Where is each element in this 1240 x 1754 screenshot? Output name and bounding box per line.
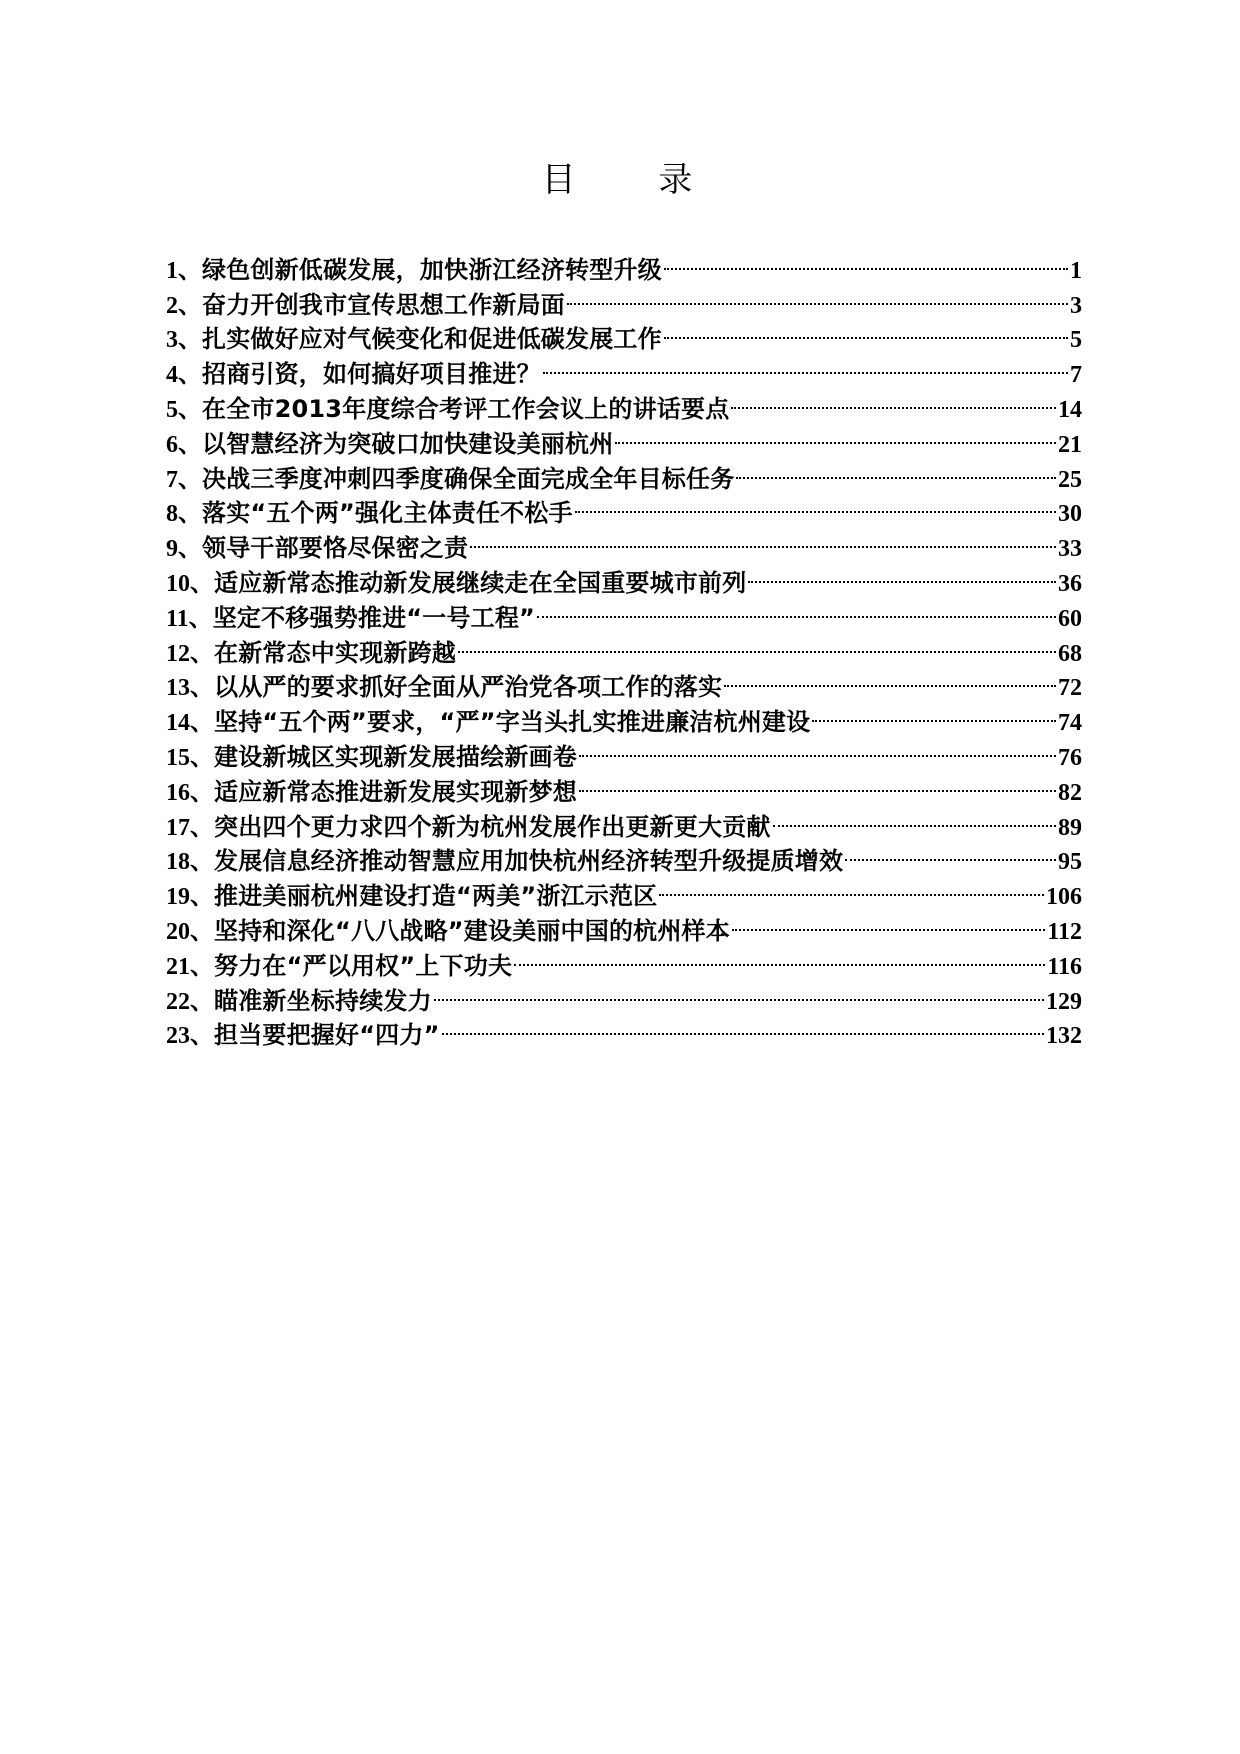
toc-entry-number: 21、 xyxy=(166,953,214,980)
toc-entry-page: 132 xyxy=(1046,1023,1082,1050)
toc-entry-title: 突出四个更力求四个新为杭州发展作出更新更大贡献 xyxy=(214,812,771,841)
toc-entry-title: 决战三季度冲刺四季度确保全面完成全年目标任务 xyxy=(202,464,735,493)
dot-leader xyxy=(579,765,1056,800)
toc-entry-number: 2、 xyxy=(166,292,202,319)
toc-entry-title: 坚持“五个两”要求，“严”字当头扎实推进廉洁杭州建设 xyxy=(214,708,811,737)
dot-leader xyxy=(812,695,1056,730)
toc-entry-title: 适应新常态推进新发展实现新梦想 xyxy=(214,777,577,806)
dot-leader xyxy=(845,835,1056,870)
toc-entry-number: 23、 xyxy=(166,1023,214,1050)
toc-entry-number: 22、 xyxy=(166,988,214,1015)
toc-entry-page: 72 xyxy=(1058,675,1082,702)
dot-leader xyxy=(470,521,1056,556)
toc-entry-number: 17、 xyxy=(166,814,214,841)
dot-leader xyxy=(748,556,1056,591)
toc-entry-title: 落实“五个两”强化主体责任不松手 xyxy=(202,499,573,528)
toc-entry-page: 82 xyxy=(1058,779,1082,806)
toc-entry[interactable] xyxy=(166,243,1082,284)
dot-leader xyxy=(773,800,1056,835)
toc-entry-title: 在新常态中实现新跨越 xyxy=(214,638,456,667)
toc-entry-number: 14、 xyxy=(166,710,214,737)
toc-entry-page: 106 xyxy=(1046,884,1082,911)
dot-leader xyxy=(537,591,1056,626)
toc-entry-page: 5 xyxy=(1070,327,1082,354)
toc-entry-title: 推进美丽杭州建设打造“两美”浙江示范区 xyxy=(214,882,658,911)
toc-entry-title: 担当要把握好“四力” xyxy=(214,1021,440,1050)
toc-entry-title: 领导干部要恪尽保密之责 xyxy=(202,534,469,563)
toc-entry-number: 10、 xyxy=(166,570,214,597)
toc-entry-number: 4、 xyxy=(166,362,202,389)
toc-entry-page: 7 xyxy=(1070,362,1082,389)
toc-entry-number: 5、 xyxy=(166,396,202,423)
toc-entry-page: 74 xyxy=(1058,710,1082,737)
dot-leader xyxy=(736,452,1056,487)
dot-leader xyxy=(543,347,1068,382)
toc-entry-page: 89 xyxy=(1058,814,1082,841)
toc-entry-page: 33 xyxy=(1058,536,1082,563)
toc-entry-title: 瞄准新坐标持续发力 xyxy=(214,986,432,1015)
toc-entry-page: 68 xyxy=(1058,640,1082,667)
toc-list xyxy=(166,243,1082,1050)
toc-entry-number: 6、 xyxy=(166,431,202,458)
toc-entry-page: 30 xyxy=(1058,501,1082,528)
toc-entry-number: 16、 xyxy=(166,779,214,806)
toc-entry-page: 25 xyxy=(1058,466,1082,493)
toc-entry-number: 11、 xyxy=(166,605,213,632)
toc-entry-number: 9、 xyxy=(166,536,202,563)
dot-leader xyxy=(615,417,1056,452)
dot-leader xyxy=(458,626,1056,661)
toc-entry-number: 7、 xyxy=(166,466,202,493)
toc-entry-page: 95 xyxy=(1058,849,1082,876)
toc-entry-number: 1、 xyxy=(166,257,202,284)
dot-leader xyxy=(434,974,1044,1009)
dot-leader xyxy=(724,661,1056,696)
toc-entry-page: 129 xyxy=(1046,988,1082,1015)
toc-entry-title: 坚持和深化“八八战略”建设美丽中国的杭州样本 xyxy=(214,916,730,945)
toc-entry-page: 14 xyxy=(1058,396,1082,423)
dot-leader xyxy=(731,382,1056,417)
toc-entry-title: 绿色创新低碳发展，加快浙江经济转型升级 xyxy=(202,255,662,284)
dot-leader xyxy=(732,904,1045,939)
toc-entry-number: 20、 xyxy=(166,918,214,945)
toc-title: 目 录 xyxy=(541,160,729,200)
toc-entry-title: 适应新常态推动新发展继续走在全国重要城市前列 xyxy=(214,568,747,597)
toc-entry-title: 以智慧经济为突破口加快建设美丽杭州 xyxy=(202,429,614,458)
dot-leader xyxy=(567,278,1068,313)
toc-entry-number: 12、 xyxy=(166,640,214,667)
toc-entry-page: 112 xyxy=(1047,918,1082,945)
toc-entry-number: 8、 xyxy=(166,501,202,528)
dot-leader xyxy=(442,1009,1044,1044)
dot-leader xyxy=(664,243,1068,278)
toc-entry-page: 1 xyxy=(1070,257,1082,284)
dot-leader xyxy=(579,730,1056,765)
toc-entry-number: 18、 xyxy=(166,849,214,876)
toc-entry-title: 以从严的要求抓好全面从严治党各项工作的落实 xyxy=(214,673,723,702)
toc-entry-number: 15、 xyxy=(166,744,214,771)
toc-entry-title: 奋力开创我市宣传思想工作新局面 xyxy=(202,290,565,319)
toc-entry-title: 招商引资，如何搞好项目推进？ xyxy=(202,360,541,389)
toc-entry-page: 76 xyxy=(1058,744,1082,771)
toc-entry-page: 36 xyxy=(1058,570,1082,597)
toc-entry-title: 扎实做好应对气候变化和促进低碳发展工作 xyxy=(202,325,662,354)
toc-entry-number: 3、 xyxy=(166,327,202,354)
dot-leader xyxy=(575,487,1056,522)
toc-entry-title: 坚定不移强势推进“一号工程” xyxy=(212,603,536,632)
dot-leader xyxy=(514,939,1045,974)
dot-leader xyxy=(659,869,1044,904)
toc-entry-title: 建设新城区实现新发展描绘新画卷 xyxy=(214,742,577,771)
toc-entry-page: 3 xyxy=(1070,292,1082,319)
toc-entry-page: 21 xyxy=(1058,431,1082,458)
toc-entry-number: 13、 xyxy=(166,675,214,702)
toc-entry-page: 60 xyxy=(1058,605,1082,632)
toc-entry-title: 努力在“严以用权”上下功夫 xyxy=(214,951,513,980)
toc-entry-title: 在全市2013年度综合考评工作会议上的讲话要点 xyxy=(202,394,730,423)
toc-entry-page: 116 xyxy=(1047,953,1082,980)
dot-leader xyxy=(664,313,1068,348)
toc-entry-title: 发展信息经济推动智慧应用加快杭州经济转型升级提质增效 xyxy=(214,847,844,876)
toc-entry-number: 19、 xyxy=(166,884,214,911)
